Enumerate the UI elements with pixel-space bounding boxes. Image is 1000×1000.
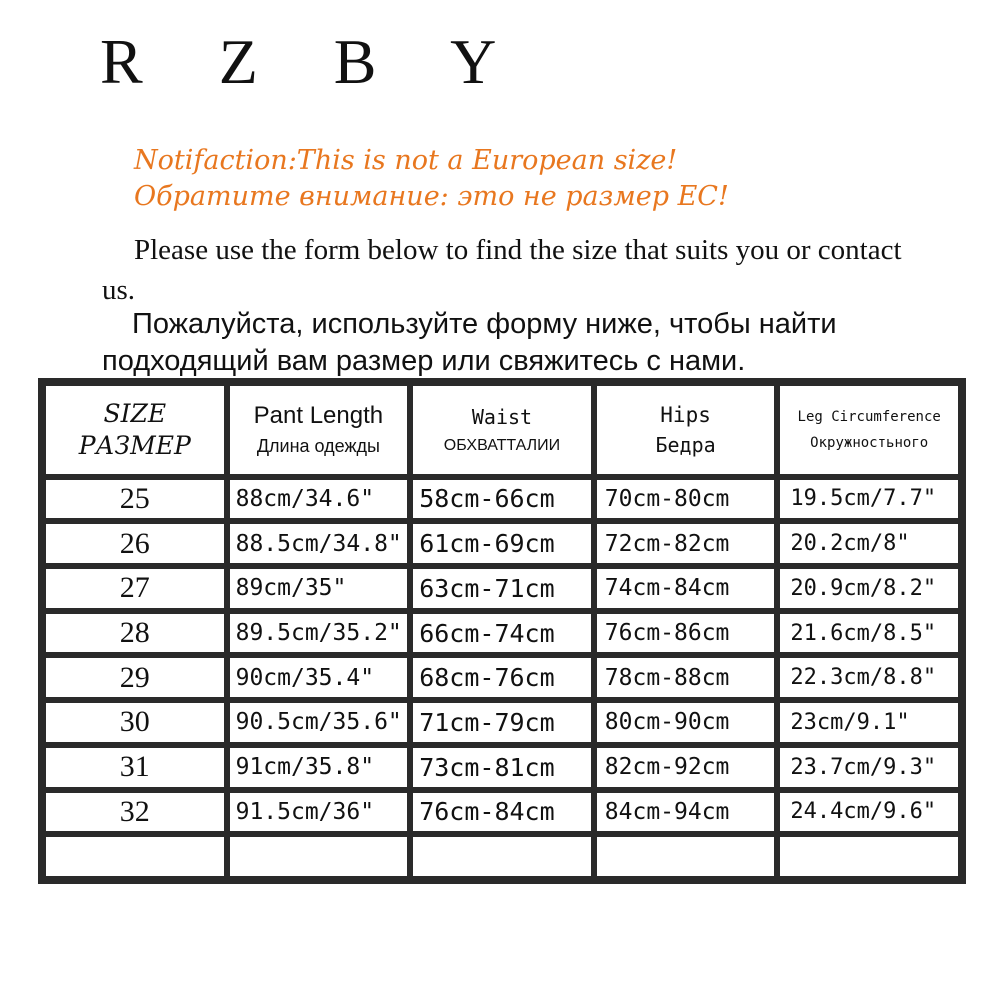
intro-text-en: Please use the form below to find the size that suits you or contact us. bbox=[102, 234, 902, 306]
cell-leg-circumference: 20.9cm/8.2" bbox=[777, 566, 961, 611]
cell-hips: 74cm-84cm bbox=[594, 566, 778, 611]
cell-leg-circumference: 23cm/9.1" bbox=[777, 700, 961, 745]
header-length-ru: Длина одежды bbox=[256, 436, 380, 457]
cell-leg-circumference: 19.5cm/7.7" bbox=[777, 477, 961, 522]
header-size bbox=[43, 383, 227, 477]
cell-size: 29 bbox=[43, 655, 227, 700]
cell-pant-length: 88.5cm/34.8" bbox=[227, 521, 411, 566]
table-row bbox=[43, 477, 961, 522]
cell-waist: 71cm-79cm bbox=[410, 700, 594, 745]
cell-size: 27 bbox=[43, 566, 227, 611]
table-header-row bbox=[43, 383, 961, 477]
cell-hips: 72cm-82cm bbox=[594, 521, 778, 566]
cell-waist: 76cm-84cm bbox=[410, 790, 594, 835]
table-row bbox=[43, 566, 961, 611]
cell-pant-length: 89.5cm/35.2" bbox=[227, 611, 411, 656]
cell-waist: 73cm-81cm bbox=[410, 745, 594, 790]
notice-line-ru: Обратите внимание: это не размер ЕС! bbox=[134, 181, 729, 212]
intro-text-ru: Пожалуйста, используйте форму ниже, чтобы найти подходящий вам размер или свяжитесь с нами. bbox=[102, 308, 837, 377]
cell-pant-length: 91.5cm/36" bbox=[227, 790, 411, 835]
cell-size: 25 bbox=[43, 477, 227, 522]
notice-line-en: Notifaction:This is not a European size! bbox=[134, 145, 678, 176]
header-leg-circumference bbox=[777, 383, 961, 477]
table-row bbox=[43, 611, 961, 656]
cell-size: 32 bbox=[43, 790, 227, 835]
header-length-en: Pant Length bbox=[253, 402, 384, 430]
header-pant-length bbox=[227, 383, 411, 477]
cell-waist: 58cm-66cm bbox=[410, 477, 594, 522]
cell-size: 30 bbox=[43, 700, 227, 745]
cell-size: 26 bbox=[43, 521, 227, 566]
cell-pant-length: 91cm/35.8" bbox=[227, 745, 411, 790]
header-hips-ru: Бедра bbox=[655, 432, 716, 457]
cell-waist: 63cm-71cm bbox=[410, 566, 594, 611]
header-leg-ru: Окружностьного bbox=[810, 434, 929, 451]
header-size-ru: РАЗМЕР bbox=[78, 430, 191, 460]
cell-leg-circumference: 22.3cm/8.8" bbox=[777, 655, 961, 700]
table-row bbox=[43, 790, 961, 835]
cell-leg-circumference: 23.7cm/9.3" bbox=[777, 745, 961, 790]
cell-hips: 78cm-88cm bbox=[594, 655, 778, 700]
table-row bbox=[43, 521, 961, 566]
header-leg-en: Leg Circumference bbox=[797, 408, 941, 425]
size-notice bbox=[134, 143, 729, 215]
cell-size: 31 bbox=[43, 745, 227, 790]
cell-size bbox=[43, 834, 227, 879]
cell-waist: 66cm-74cm bbox=[410, 611, 594, 656]
header-size-en: SIZE bbox=[103, 398, 167, 428]
cell-pant-length: 88cm/34.6" bbox=[227, 477, 411, 522]
cell-waist: 68cm-76cm bbox=[410, 655, 594, 700]
cell-hips: 80cm-90cm bbox=[594, 700, 778, 745]
table-row bbox=[43, 655, 961, 700]
cell-hips: 82cm-92cm bbox=[594, 745, 778, 790]
cell-leg-circumference: 21.6cm/8.5" bbox=[777, 611, 961, 656]
header-waist bbox=[410, 383, 594, 477]
header-waist-en: Waist bbox=[471, 404, 533, 429]
header-hips-en: Hips bbox=[660, 402, 711, 427]
header-hips bbox=[594, 383, 778, 477]
cell-hips: 70cm-80cm bbox=[594, 477, 778, 522]
table-row bbox=[43, 834, 961, 879]
cell-pant-length: 90.5cm/35.6" bbox=[227, 700, 411, 745]
cell-pant-length bbox=[227, 834, 411, 879]
cell-size: 28 bbox=[43, 611, 227, 656]
cell-pant-length: 89cm/35" bbox=[227, 566, 411, 611]
header-waist-ru: ОБХВАТТАЛИИ bbox=[443, 436, 561, 454]
size-chart-table bbox=[38, 378, 966, 884]
cell-leg-circumference: 20.2cm/8" bbox=[777, 521, 961, 566]
cell-waist bbox=[410, 834, 594, 879]
cell-hips bbox=[594, 834, 778, 879]
table-row bbox=[43, 745, 961, 790]
cell-waist: 61cm-69cm bbox=[410, 521, 594, 566]
cell-leg-circumference: 24.4cm/9.6" bbox=[777, 790, 961, 835]
cell-hips: 76cm-86cm bbox=[594, 611, 778, 656]
cell-hips: 84cm-94cm bbox=[594, 790, 778, 835]
cell-pant-length: 90cm/35.4" bbox=[227, 655, 411, 700]
cell-leg-circumference bbox=[777, 834, 961, 879]
table-row bbox=[43, 700, 961, 745]
brand-logo: R Z B Y bbox=[100, 26, 527, 97]
